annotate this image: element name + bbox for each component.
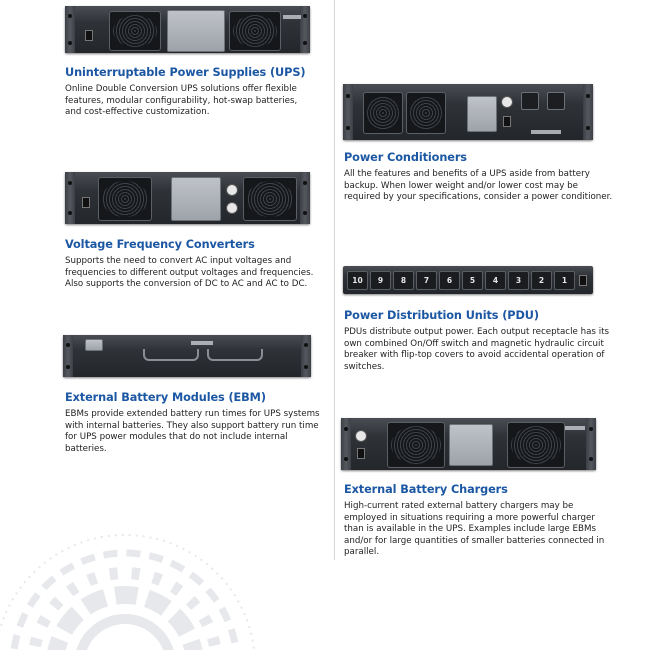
power-switch [85, 30, 93, 41]
power-switch [357, 448, 365, 459]
main-switch [579, 275, 587, 286]
power-switch [82, 197, 90, 208]
product-title: External Battery Modules (EBM) [65, 391, 266, 404]
control-panel [167, 10, 225, 52]
brand-logo [565, 426, 585, 430]
outlet-number: 5 [462, 271, 483, 290]
outlet-number: 7 [416, 271, 437, 290]
product-title: Power Distribution Units (PDU) [344, 309, 539, 322]
power-outlet [547, 92, 565, 110]
fan-grille [387, 422, 445, 468]
column-divider [334, 0, 335, 560]
input-connector [355, 430, 367, 442]
product-ebm [65, 391, 325, 455]
product-description: Supports the need to convert AC input voltages and frequencies to different output voltages and frequencies. Also supports the conversion of DC to AC and AC to DC. [65, 256, 314, 290]
outlet-number: 4 [485, 271, 506, 290]
outlet-number: 10 [347, 271, 368, 290]
control-panel [467, 96, 497, 132]
outlet-number: 3 [508, 271, 529, 290]
product-title: Power Conditioners [344, 151, 467, 164]
ups-image [65, 6, 310, 53]
product-description: EBMs provide extended battery run times for UPS systems with internal batteries. They also support battery run time for UPS power modules that do not include internal batteries. [65, 409, 320, 454]
product-voltage-frequency-converters [65, 238, 315, 291]
fan-grille [406, 92, 446, 134]
product-title: External Battery Chargers [344, 483, 508, 496]
product-power-conditioners [344, 151, 614, 204]
fan-grille [229, 11, 281, 51]
fan-grille [243, 177, 297, 221]
power-outlet [521, 92, 539, 110]
outlet-number: 9 [370, 271, 391, 290]
product-description: PDUs distribute output power. Each output receptacle has its own combined On/Off switch and magnetic hydraulic circuit breaker with flip-top covers to avoid accidental operation of switches. [344, 327, 610, 372]
power-conditioner-image [343, 84, 593, 140]
fan-grille [507, 422, 565, 468]
product-external-battery-chargers [344, 483, 614, 559]
input-connector [501, 96, 513, 108]
brand-logo [283, 15, 301, 19]
external-battery-module-image [63, 335, 311, 377]
outlet-number: 8 [393, 271, 414, 290]
brand-logo [531, 130, 561, 134]
control-panel [171, 177, 221, 221]
output-connector [226, 184, 238, 196]
voltage-frequency-converter-image [65, 172, 310, 224]
product-title: Uninterruptable Power Supplies (UPS) [65, 66, 306, 79]
product-pdu [344, 309, 614, 373]
fan-grille [363, 92, 403, 134]
outlet-number: 2 [531, 271, 552, 290]
product-description: High-current rated external battery chargers may be employed in situations requiring a more powerful charger than is available in the UPS. Examples include large EBMs and/or for large quantities of smaller batteries connected in parallel. [344, 501, 605, 558]
product-title: Voltage Frequency Converters [65, 238, 255, 251]
fan-grille [109, 11, 161, 51]
breaker-switch [503, 116, 511, 127]
control-panel [449, 424, 493, 466]
product-ups [65, 66, 310, 119]
connector-panel [85, 339, 103, 351]
output-connector [226, 202, 238, 214]
outlet-number: 6 [439, 271, 460, 290]
product-description: All the features and benefits of a UPS aside from battery backup. When lower weight and/or lower cost may be required by your specifications, consider a power conditioner. [344, 169, 613, 203]
brand-logo [191, 341, 213, 345]
outlet-number: 1 [554, 271, 575, 290]
decorative-gear-watermark [0, 515, 320, 650]
fan-grille [98, 177, 152, 221]
rack-handle [143, 349, 199, 361]
rack-handle [207, 349, 263, 361]
pdu-image [343, 266, 593, 294]
external-battery-charger-image [341, 418, 596, 470]
product-description: Online Double Conversion UPS solutions offer flexible features, modular configurability, hot-swap batteries, and cost-effective customization. [65, 84, 298, 118]
